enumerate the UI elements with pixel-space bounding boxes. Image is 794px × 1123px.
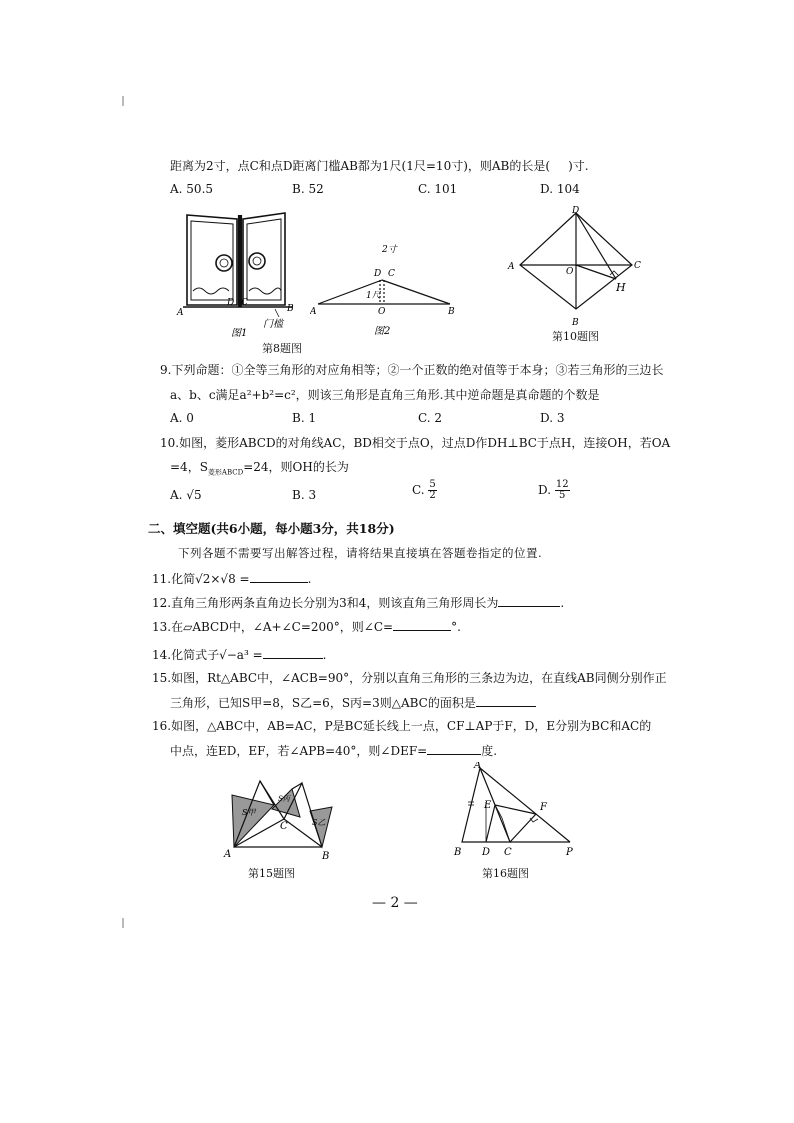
fig16-point-p: P — [566, 847, 573, 858]
q13-text: 13.在▱ABCD中，∠A+∠C=200°，则∠C= °. — [152, 620, 461, 634]
fig8-label-2: 图2 — [374, 326, 391, 337]
fig8-triangle-figure — [310, 240, 470, 340]
fig10-caption: 第10题图 — [552, 330, 599, 343]
fig10-point-o: O — [566, 267, 574, 277]
fig15-point-b: B — [322, 851, 330, 862]
q9-option-b: B. 1 — [292, 411, 317, 425]
q9-line-2: a、b、c满足a²+b²=c²，则该三角形是直角三角形.其中逆命题是真命题的个数是 — [170, 388, 600, 402]
fig8-point-b: B — [287, 304, 294, 314]
fig16-caption: 第16题图 — [482, 867, 529, 880]
fig16-point-b: B — [454, 847, 462, 858]
fig16-point-e: E — [484, 800, 492, 811]
fig8-door-figure — [175, 205, 310, 340]
fig8-point-c: C — [241, 298, 248, 308]
q8-option-b: B. 52 — [292, 182, 324, 196]
q10-line-2: =4，$S_{菱形ABCD}=24$，则OH的长为 — [170, 460, 349, 477]
scan-mark — [122, 918, 124, 928]
fig8-point-a: A — [177, 308, 184, 318]
fig16-point-f: F — [540, 802, 547, 813]
q10-area-subscript: 菱形ABCD — [207, 468, 244, 477]
page-number: — 2 — — [372, 895, 418, 911]
fig15-s-bing: S丙 — [278, 795, 290, 803]
fig10-figure — [502, 205, 652, 345]
q9-line-1: 9.下列命题：①全等三角形的对应角相等；②一个正数的绝对值等于本身；③若三角形的三边长 — [160, 363, 664, 377]
section-2-note: 下列各题不需要写出解答过程，请将结果直接填在答题卷指定的位置. — [178, 546, 543, 560]
fig15-s-jia: S甲 — [242, 808, 256, 817]
q8-option-a: A. 50.5 — [170, 182, 214, 196]
q9-option-d: D. 3 — [540, 411, 565, 425]
fig8-label-1: 图1 — [231, 328, 248, 339]
q10-option-c: C. $\frac{5}{2}$ — [412, 479, 436, 501]
scan-mark — [122, 96, 124, 106]
fig15-point-a: A — [224, 849, 232, 860]
section-2-title: 二、填空题(共6小题，每小题3分，共18分) — [148, 521, 395, 536]
fig10-point-b: B — [572, 318, 579, 328]
q11-text: 11.化简√2×√8 = . — [152, 572, 312, 586]
q10-line-1: 10.如图，菱形ABCD的对角线AC，BD相交于点O，过点D作DH⊥BC于点H，连接OH，若OA — [160, 436, 671, 450]
fig8-fig2-point-a: A — [310, 307, 317, 317]
q8-option-d: D. 104 — [540, 182, 580, 196]
fig10-point-h: H — [616, 281, 626, 294]
fig10-point-c: C — [634, 261, 641, 271]
fig8-caption: 第8题图 — [262, 342, 302, 355]
q8-option-c: C. 101 — [418, 182, 458, 196]
q14-text: 14.化简式子√−a³ = . — [152, 648, 327, 662]
fig10-point-d: D — [572, 206, 580, 216]
q8-text: 距离为2寸，点C和点D距离门槛AB都为1尺(1尺=10寸)，则AB的长是( )寸. — [170, 159, 589, 173]
fig8-one-chi: 1尺 — [366, 291, 381, 301]
fig15-figure — [222, 775, 342, 865]
q12-text: 12.直角三角形两条直角边长分别为3和4，则该直角三角形周长为 . — [152, 596, 565, 610]
q15-line-2: 三角形，已知S甲=8，S乙=6，S丙=3则△ABC的面积是 — [170, 694, 536, 711]
fig15-s-yi: S乙 — [312, 818, 326, 827]
fig16-point-a: A — [474, 762, 482, 771]
fig15-point-c: C — [280, 821, 288, 832]
fig16-point-c: C — [504, 847, 512, 858]
fig10-point-a: A — [508, 262, 515, 272]
fig8-threshold-label: 门槛 — [263, 319, 283, 330]
fig16-figure — [450, 762, 585, 862]
fig8-point-d: D — [227, 298, 235, 308]
q10-option-d: D. $\frac{12}{5}$ — [538, 479, 569, 501]
q16-line-1: 16.如图，△ABC中，AB=AC，P是BC延长线上一点，CF⊥AP于F，D，E分别为BC和AC的 — [152, 719, 652, 733]
q15-line-1: 15.如图，Rt△ABC中，∠ACB=90°，分别以直角三角形的三条边为边，在直线AB同侧分别作正 — [152, 671, 667, 685]
fig15-caption: 第15题图 — [248, 867, 295, 880]
q9-option-c: C. 2 — [418, 411, 443, 425]
q10-option-a: A. √5 — [170, 488, 202, 502]
fig8-two-cun: 2寸 — [382, 245, 397, 255]
fig8-fig2-point-c: C — [388, 269, 395, 279]
q16-line-2: 中点，连ED，EF，若∠APB=40°，则∠DEF= 度. — [170, 744, 498, 758]
fig8-fig2-point-d: D — [374, 269, 382, 279]
fig8-fig2-point-o: O — [378, 307, 386, 317]
q9-option-a: A. 0 — [170, 411, 194, 425]
fig8-fig2-point-b: B — [448, 307, 455, 317]
q10-option-b: B. 3 — [292, 488, 317, 502]
fig16-point-d: D — [482, 847, 491, 858]
